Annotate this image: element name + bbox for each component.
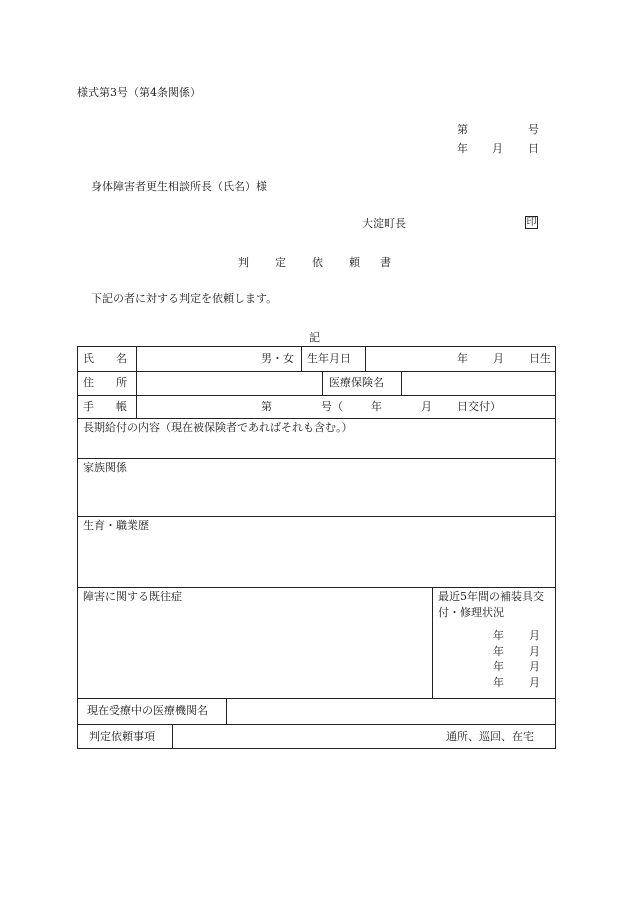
row-divider	[78, 698, 556, 699]
col-divider	[365, 347, 366, 371]
ki-label: 記	[309, 331, 320, 344]
col-divider	[432, 587, 433, 698]
gender-options: 男・女	[261, 352, 294, 365]
device-date-month: 月	[529, 676, 540, 689]
device-date-month: 月	[529, 629, 540, 642]
device-date-year: 年	[493, 645, 504, 658]
row-divider	[78, 395, 556, 396]
title-char-2: 定	[275, 256, 286, 269]
doc-number-dai: 第	[457, 123, 468, 136]
col-divider	[136, 347, 137, 418]
long-term-benefits-label: 長期給付の内容（現在被保険者であればそれも含む。）	[83, 421, 353, 434]
row-divider	[78, 371, 556, 372]
col-divider	[172, 724, 173, 749]
request-options: 通所、巡回、在宅	[446, 730, 534, 743]
device-date-month: 月	[529, 660, 540, 673]
techo-year: 年	[371, 400, 382, 413]
devices-label-line2: 付・修理状況	[438, 606, 504, 619]
seal-mark: 印	[526, 217, 537, 228]
name-label-1: 氏	[83, 352, 94, 365]
career-label: 生育・職業歴	[83, 519, 149, 532]
addressee: 身体障害者更生相談所長（氏名）様	[91, 180, 267, 193]
birth-date-label: 生年月日	[307, 352, 351, 365]
col-divider	[322, 371, 323, 395]
row-divider	[78, 418, 556, 419]
date-year: 年	[457, 142, 468, 155]
row-divider	[78, 724, 556, 725]
doc-number-go: 号	[528, 123, 539, 136]
title-char-3: 依	[312, 256, 323, 269]
birth-year-unit: 年	[457, 352, 468, 365]
device-date-month: 月	[529, 645, 540, 658]
col-divider	[301, 347, 302, 371]
col-divider	[226, 698, 227, 724]
device-date-year: 年	[493, 629, 504, 642]
device-date-year: 年	[493, 676, 504, 689]
sender: 大淀町長	[362, 217, 406, 230]
request-form-table	[77, 346, 556, 749]
insurance-label: 医療保険名	[329, 376, 384, 389]
techo-label-1: 手	[83, 400, 94, 413]
family-label: 家族関係	[83, 461, 127, 474]
row-divider	[78, 516, 556, 517]
address-label-2: 所	[116, 376, 127, 389]
col-divider	[401, 371, 402, 395]
date-month: 月	[492, 142, 503, 155]
date-day: 日	[528, 142, 539, 155]
birth-day-unit: 日生	[529, 352, 551, 365]
row-divider	[78, 458, 556, 459]
row-divider	[78, 587, 556, 588]
intro-text: 下記の者に対する判定を依頼します。	[91, 292, 278, 305]
device-date-year: 年	[493, 660, 504, 673]
form-number: 様式第3号（第4条関係）	[77, 86, 201, 99]
hospital-label: 現在受療中の医療機関名	[87, 704, 208, 717]
techo-label-2: 帳	[116, 400, 127, 413]
techo-dai: 第	[261, 400, 272, 413]
title-char-5: 書	[380, 256, 391, 269]
techo-issued: 日交付）	[457, 400, 501, 413]
devices-label-line1: 最近5年間の補装具交	[438, 590, 544, 603]
techo-month: 月	[421, 400, 432, 413]
request-items-label: 判定依頼事項	[89, 730, 155, 743]
birth-month-unit: 月	[493, 352, 504, 365]
medical-history-label: 障害に関する既往症	[83, 590, 182, 603]
name-label-2: 名	[116, 352, 127, 365]
techo-go: 号（	[321, 400, 343, 413]
address-label-1: 住	[83, 376, 94, 389]
title-char-1: 判	[238, 256, 249, 269]
title-char-4: 頼	[349, 256, 360, 269]
